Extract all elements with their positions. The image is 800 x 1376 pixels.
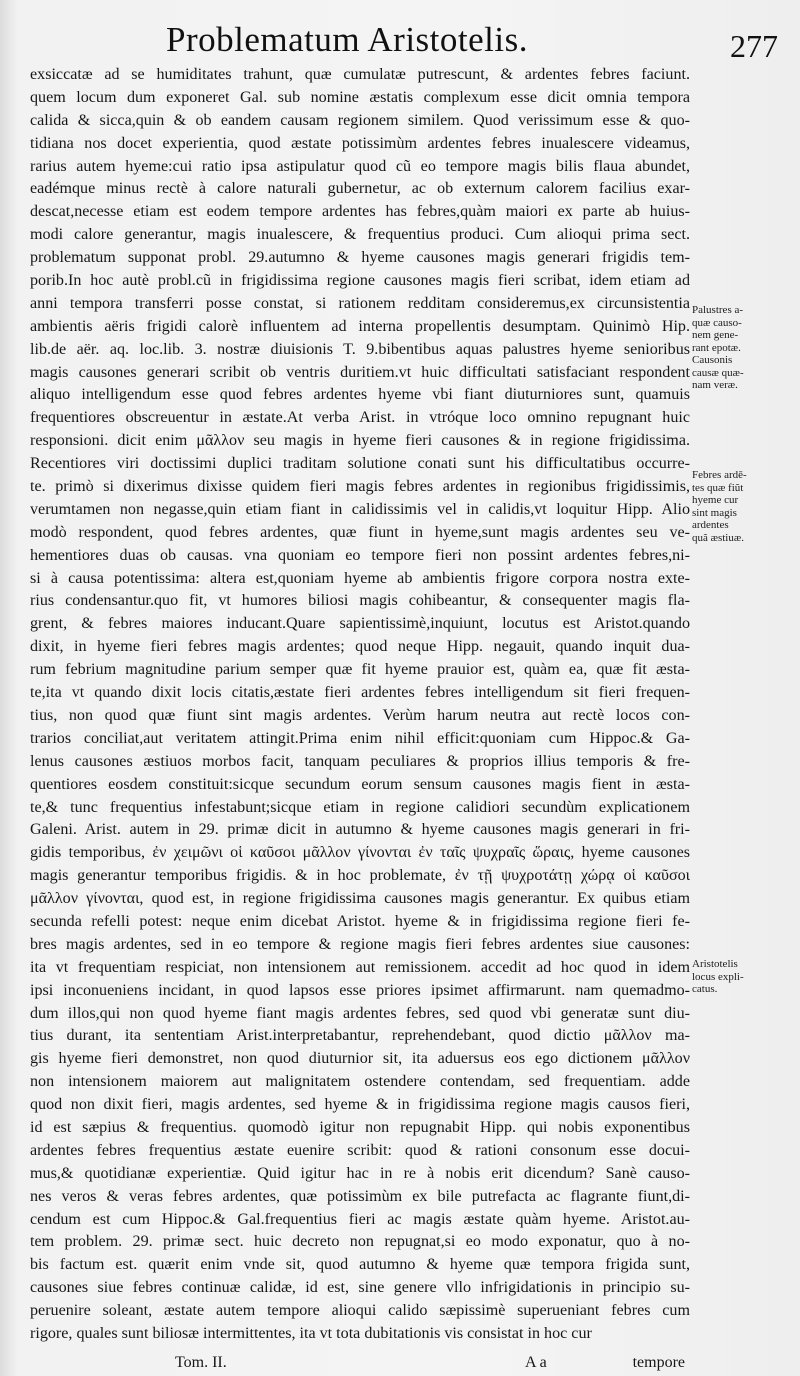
margin-note-line: rant epotæ.	[692, 341, 741, 354]
text-line: quentiores eosdem constituit:sicque secundum eorum sensum causones magis fient in æsta-	[30, 775, 690, 793]
text-line: dum illos,qui non quod hyeme fiant magis ardentes febres, sed quod vbi generatæ sunt diu-	[30, 1004, 690, 1022]
text-line: dixit, in hyeme fieri febres magis ardentes; quod neque Hipp. negauit, quando inquit dua-	[30, 638, 690, 656]
text-line: si à causa potentissima: altera est,quoniam hyeme ab ambientis frigore corpora nostra exte-	[30, 569, 690, 587]
running-header	[160, 14, 778, 64]
running-title: Problematum Aristotelis.	[166, 20, 528, 59]
margin-note-line: tes quæ fiũt	[692, 481, 744, 494]
margin-note-line: catus.	[692, 983, 718, 995]
volume-label: Tom. II.	[175, 1354, 227, 1371]
margin-note-line: quæ causo-	[692, 316, 742, 329]
text-line: tem problem. 29. primæ sect. huic decreto non repugnat,si eo modo exponatur, quo à no-	[30, 1233, 690, 1251]
text-line: exsiccatæ ad se humiditates trahunt, quæ cumulatæ putrescunt, & ardentes febres faciunt.	[30, 66, 690, 83]
text-line: eadémque minus rectè à calore naturali gubernetur, ac ob externum calorem facilius exar-	[30, 180, 690, 198]
text-line: peruenire soleant, æstate autem tempore alioqui calido sæpissimè superueniant febres cum	[30, 1302, 690, 1320]
text-line: grent, & febres maiores inducant.Quare sapientissimè,inquiunt, locutus est Aristot.quando	[30, 615, 690, 633]
text-line: rius condensantur.quo fit, vt humores biliosi magis cohibeantur, & consequenter magis fla-	[30, 592, 690, 610]
text-line: frequentiores obscreuentur in æstate.At verba Arist. in vtróque loco omnino repugnant huic	[30, 409, 690, 427]
text-line: causones siue febres continuæ calidæ, id est, sine genere vllo infrigidationis in principio su-	[30, 1279, 690, 1297]
margin-note-aristotelis-locus	[692, 958, 792, 996]
text-line: porib.In hoc autè probl.cũ in frigidissima regione causones magis fieri scribat, idem etiam ad	[30, 272, 690, 290]
text-line: bis factum est. quærit enim vnde sit, quod autumno & hyeme quæ tempora frigida sunt,	[30, 1256, 690, 1274]
margin-note-line: hyeme cur	[692, 494, 739, 506]
text-line: quod non dixit fieri, magis ardentes, sed hyeme & in frigidissima regione magis causos fieri,	[30, 1096, 690, 1114]
text-line: rum febrium magnitudine parium semper quæ fit hyeme prauior est, quàm ea, quæ fit æsta-	[30, 661, 690, 679]
margin-note-line: nam veræ.	[692, 379, 738, 391]
text-line: mus,& quotidianæ experientiæ. Quid igitur hac in re à nobis erit dicendum? Sanè causo-	[30, 1164, 690, 1182]
margin-note-febres-ardentes	[692, 469, 792, 544]
text-line: modò respondent, quod febres ardentes, quæ fiunt in hyeme,sunt magis ardentes seu ve-	[30, 523, 690, 541]
margin-note-line: Febres ardē-	[692, 469, 747, 481]
text-line: responsioni. dicit enim μᾶλλον seu magis in hyeme fieri causones & in regione frigidissima.	[30, 432, 690, 450]
text-line: Recentiores viri doctissimi duplici traditam solutione conati sunt his difficultatibus occurre-	[30, 455, 690, 473]
text-line: non intensionem maiorem aut malignitatem ostendere contendam, sed frequentiam. adde	[30, 1073, 690, 1091]
page-footer	[30, 1354, 690, 1376]
text-line: magis causones generari scribit ob ventris duritiem.vt huic difficultati satisfaciant respondent	[30, 363, 690, 381]
text-line: aliquo intelligendum esse quod febres ardentes hyeme vbi fiant diuturniores sunt, quamuis	[30, 386, 690, 404]
margin-note-line: nem gene-	[692, 329, 739, 341]
text-line: ipsi inconueniens incidant, in quod lapsos esse priores ipsimet affirmarunt. nam quemadmo-	[30, 981, 690, 999]
text-line: id est sæpius & frequentius. quomodò igitur non repugnabit Hipp. qui nobis exponentibus	[30, 1118, 690, 1136]
margin-note-line: Palustres a-	[692, 304, 744, 316]
signature-mark: A a	[525, 1354, 547, 1371]
text-line: magis generantur temporibus frigidis. & in hoc problemate, ἐν τῇ ψυχροτάτῃ χώρᾳ οἱ καῦσοι	[30, 867, 690, 885]
text-line: lenus causones æstiuos morbos facit, tanquam peculiares & proprios illius temporis & fre-	[30, 752, 690, 770]
text-line: tius durant, ita sententiam Arist.interpretabantur, reprehendebant, quod dictio μᾶλλον ma-	[30, 1027, 690, 1045]
margin-note-palustres	[692, 304, 792, 392]
text-line: modi calore generantur, magis inualescere, & frequentius produci. Cum alioqui prima sect.	[30, 226, 690, 244]
text-line: μᾶλλον γίνονται, quod est, in regione frigidissima causones magis generantur. Ex quibus etiam	[30, 890, 690, 908]
text-line: calida & sicca,quin & ob eandem causam regionem similem. Quod verissimum esse & quo-	[30, 111, 690, 129]
text-line: ardentes febres frequentius æstate euenire scribit: quod & rationi consonum esse docui-	[30, 1141, 690, 1159]
text-line: nes veros & veras febres ardentes, quæ potissimùm ex bile putrefacta ac flagrante fiunt,di-	[30, 1187, 690, 1205]
text-line: gidis temporibus, ἐν χειμῶνι οἱ καῦσοι μᾶλλον γίνονται ἐν ταῖς ψυχραῖς ὥραις, hyeme causones	[30, 844, 690, 862]
text-line: lib.de aër. aq. loc.lib. 3. nostræ diuisionis T. 9.bibentibus aquas palustres hyeme senioribus	[30, 340, 690, 358]
text-line: te,& tunc frequentius infestabunt;sicque etiam in regione calidiori secundùm explicationem	[30, 798, 690, 816]
text-line: te,ita vt quando dixit locis citatis,æstate fieri ardentes febres intelligendum sit fieri frequen-	[30, 684, 690, 702]
margin-note-line: causæ quæ-	[692, 366, 744, 379]
catchword: tempore	[632, 1354, 685, 1371]
text-line: rarius autem hyeme:cui ratio ipsa astipulatur quod cũ eo tempore magis bilis flaua abundet,	[30, 157, 690, 175]
text-line: cendum est cum Hippoc.& Gal.frequentius fieri ac magis æstate quàm hyeme. Aristot.au-	[30, 1210, 690, 1228]
page-number: 277	[730, 28, 778, 64]
text-line: verumtamen non negasse,quin etiam fiant in calidissimis vel in calidis,vt loquitur Hipp. Alio	[30, 500, 690, 518]
text-line: tius, non quod quæ fiunt sint magis ardentes. Verùm harum neutra aut rectè locos con-	[30, 706, 690, 724]
text-line: problematum supponat probl. 29.autumno & hyeme causones magis generari frigidis tem-	[30, 249, 690, 267]
text-line: trarios conciliat,aut veritatem attingit.Prima enim nihil efficit:quoniam cum Hippoc.& Ga-	[30, 729, 690, 747]
text-line: te. primò si dixerimus dixisse quidem fieri magis febres ardentes in regionibus frigidissimis,	[30, 478, 690, 496]
text-line: ita vt frequentiam respiciat, non intensionem aut remissionem. accedit ad hoc quod in idem	[30, 958, 690, 976]
text-line: tidiana nos docet experientia, quod æstate potissimùm ardentes febres inualescere videamus,	[30, 134, 690, 152]
text-line: quem locum dum exponeret Gal. sub nomine æstatis complexum esse dicit omnia tempora	[30, 88, 690, 106]
margin-note-line: Causonis	[692, 354, 733, 366]
text-line: rigore, quales sunt biliosæ intermittentes, ita vt tota dubitationis vis consistat in hoc cur	[30, 1324, 592, 1342]
margin-note-line: Aristotelis	[692, 958, 738, 970]
margin-note-line: locus expli-	[692, 970, 744, 983]
margin-note-line: quã æstiuæ.	[692, 531, 744, 544]
text-line: gis hyeme fieri demonstret, non quod diuturnior sit, ita aduersus eos ego dictionem μᾶλλον	[30, 1050, 690, 1068]
text-line: bres magis ardentes, sed in eo tempore & regione magis fieri febres ardentes siue causones:	[30, 935, 690, 953]
text-line: anni tempora transferri posse constat, si rationem redditam consideremus,ex circunsistentia	[30, 294, 690, 312]
text-line: ambientis aëris frigidi calorè influentem ad interna propellentis desumptam. Quinimò Hip.	[30, 317, 690, 335]
body-text	[30, 64, 690, 1346]
text-line: descat,necesse etiam est eodem tempore ardentes has febres,quàm maiori ex parte ab huius-	[30, 203, 690, 221]
margin-note-line: sint magis	[692, 506, 737, 519]
margin-note-line: ardentes	[692, 519, 729, 531]
text-line: secunda refelli potest: neque enim dicebat Aristot. hyeme & in frigidissima regione fieri fe-	[30, 912, 690, 930]
text-line: hementiores duas ob causas. vna quoniam eo tempore fieri non possint ardentes febres,ni-	[30, 546, 690, 564]
text-line: Galeni. Arist. autem in 29. primæ dicit in autumno & hyeme causones magis generari in fri-	[30, 821, 690, 839]
